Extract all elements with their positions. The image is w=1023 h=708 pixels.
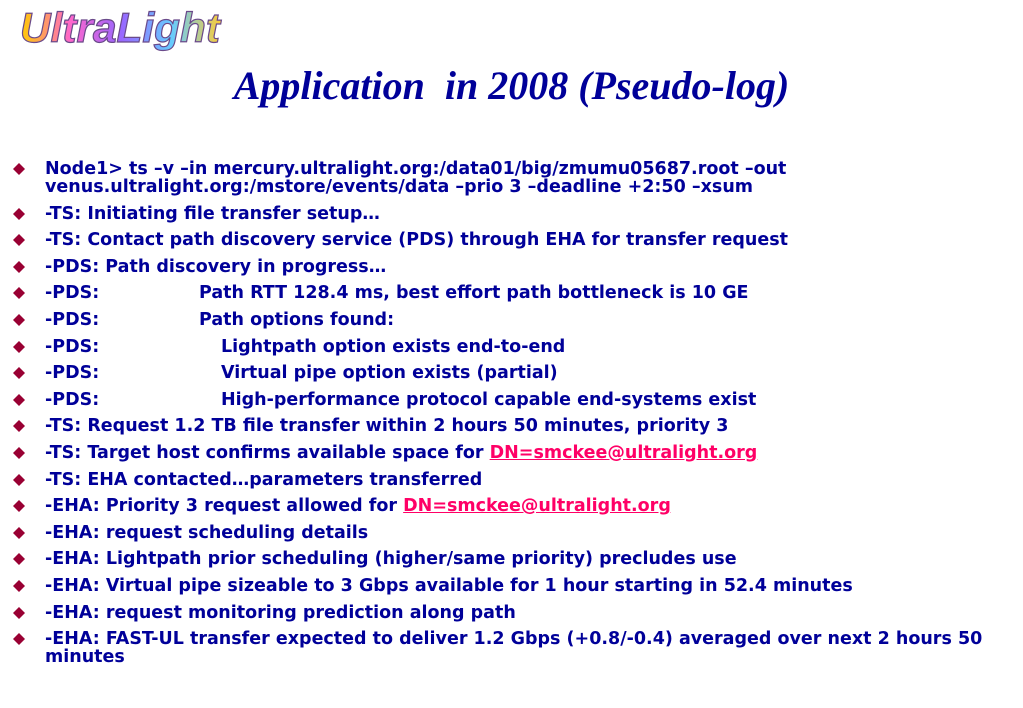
item-text: -EHA: FAST-UL transfer expected to deliver 1.2 Gbps (+0.8/-0.4) averaged over next 2 hours 50 minutes <box>45 629 983 668</box>
diamond-bullet-icon <box>13 474 25 486</box>
diamond-bullet-icon <box>13 500 25 512</box>
item-text: Lightpath option exists end-to-end <box>221 336 566 357</box>
list-item <box>0 604 1023 622</box>
item-label: -PDS: <box>45 309 100 330</box>
diamond-bullet-icon <box>13 367 25 379</box>
bullet-list <box>0 160 1023 675</box>
ultralight-logo <box>16 2 226 52</box>
diamond-bullet-icon <box>13 580 25 592</box>
item-text: -EHA: request scheduling details <box>45 522 369 543</box>
list-item <box>0 471 1023 489</box>
diamond-bullet-icon <box>13 633 25 645</box>
dn-link[interactable]: DN=smckee@ultralight.org <box>489 442 758 463</box>
item-text: -EHA: Lightpath prior scheduling (higher/same priority) precludes use <box>45 549 737 570</box>
list-item <box>0 205 1023 223</box>
list-item <box>0 311 1023 329</box>
item-text: -TS: Request 1.2 TB file transfer within 2 hours 50 minutes, priority 3 <box>45 416 729 437</box>
list-item <box>0 550 1023 568</box>
list-item <box>0 444 1023 462</box>
list-item <box>0 338 1023 356</box>
diamond-bullet-icon <box>13 607 25 619</box>
list-item <box>0 577 1023 595</box>
diamond-bullet-icon <box>13 420 25 432</box>
diamond-bullet-icon <box>13 447 25 459</box>
diamond-bullet-icon <box>13 527 25 539</box>
item-text: High-performance protocol capable end-systems exist <box>221 389 757 410</box>
list-item <box>0 160 1023 196</box>
list-item <box>0 524 1023 542</box>
item-text: -TS: Contact path discovery service (PDS) through EHA for transfer request <box>45 230 788 251</box>
list-item <box>0 231 1023 249</box>
item-text: -TS: EHA contacted…parameters transferred <box>45 469 483 490</box>
item-text: -TS: Initiating file transfer setup… <box>45 203 380 224</box>
list-item <box>0 417 1023 435</box>
list-item <box>0 364 1023 382</box>
item-text: Path RTT 128.4 ms, best effort path bottleneck is 10 GE <box>199 283 749 304</box>
diamond-bullet-icon <box>13 234 25 246</box>
list-item <box>0 497 1023 515</box>
item-text: Virtual pipe option exists (partial) <box>221 363 558 384</box>
item-label: -PDS: <box>45 363 100 384</box>
svg-text:UltraLight: UltraLight <box>20 4 223 51</box>
item-label: -PDS: <box>45 283 100 304</box>
diamond-bullet-icon <box>13 394 25 406</box>
diamond-bullet-icon <box>13 287 25 299</box>
item-text: -EHA: Virtual pipe sizeable to 3 Gbps available for 1 hour starting in 52.4 minutes <box>45 575 853 596</box>
slide-title: Application in 2008 (Pseudo-log) <box>233 63 790 108</box>
list-item <box>0 630 1023 666</box>
list-item <box>0 258 1023 276</box>
item-text: -PDS: Path discovery in progress… <box>45 256 387 277</box>
item-text: -EHA: Priority 3 request allowed for <box>45 496 404 517</box>
list-item <box>0 391 1023 409</box>
item-label: -PDS: <box>45 336 100 357</box>
dn-link[interactable]: DN=smckee@ultralight.org <box>403 496 671 517</box>
list-item <box>0 284 1023 302</box>
item-text: -EHA: request monitoring prediction along path <box>45 602 516 623</box>
diamond-bullet-icon <box>13 341 25 353</box>
item-text: -TS: Target host confirms available space for <box>45 442 490 463</box>
diamond-bullet-icon <box>13 553 25 565</box>
item-text: Node1> ts –v –in mercury.ultralight.org:/data01/big/zmumu05687.root –out venus.ultralight.org:/mstore/events/data –prio 3 –deadline +2:50 –xsum <box>45 159 787 197</box>
diamond-bullet-icon <box>13 314 25 326</box>
diamond-bullet-icon <box>13 163 25 175</box>
item-label: -PDS: <box>45 389 100 410</box>
diamond-bullet-icon <box>13 208 25 220</box>
diamond-bullet-icon <box>13 261 25 273</box>
item-text: Path options found: <box>199 309 395 330</box>
